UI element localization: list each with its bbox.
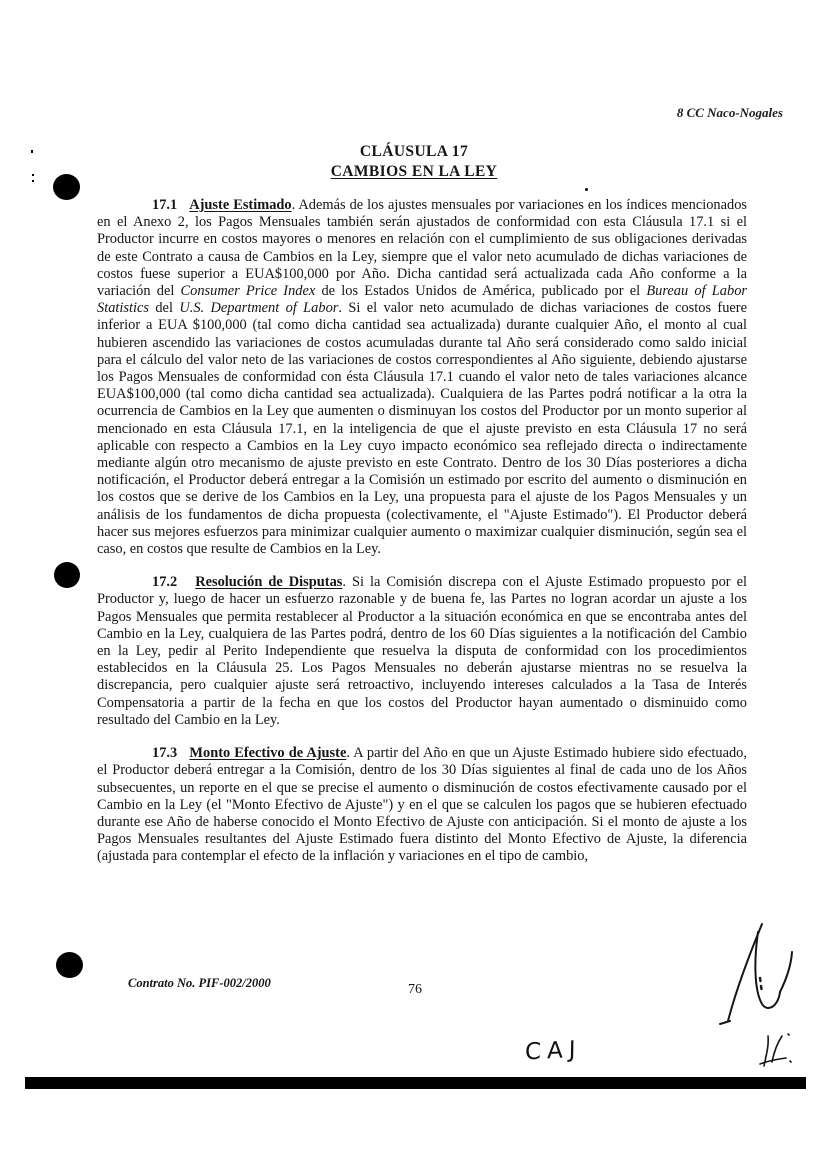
footer-contract-number: Contrato No. PIF-002/2000	[128, 976, 271, 990]
scan-artifact-bar	[25, 1077, 806, 1089]
header-annotation: 8 CC Naco-Nogales	[676, 105, 783, 120]
scan-speckle	[585, 188, 588, 191]
clause-body	[97, 197, 747, 882]
clause-title-block	[0, 142, 828, 182]
scan-speckle	[31, 150, 33, 153]
page-number: 76	[408, 982, 422, 997]
section-17-1-paragraph: 17.1 Ajuste Estimado. Además de los ajustes mensuales por variaciones en los índices mencionados en el Anexo 2, los Pagos Mensuales también serán ajustados de conformidad con esta Cláusula 17.1 si el Productor incurre en costos mayores o menores en relación con el cumplimiento de sus obligaciones derivadas de este Contrato a causa de Cambios en la Ley, siempre que el valor neto acumulado de dichas variaciones de costos fuese superior a EUA$100,000 por Año. Dicha cantidad será actualizada cada Año conforme a la variación del Consumer Price Index de los Estados Unidos de América, publicado por el Bureau of Labor Statistics del U.S. Department of Labor. Si el valor neto acumulado de dichas variaciones de costos fuere inferior a EUA $100,000 (tal como dicha cantidad sea actualizada) durante cualquier Año, el monto al cual hubieren ascendido las variaciones de costos acumuladas durante tal Año será considerado como saldo inicial para el cálculo del valor neto de las variaciones de costos correspondientes al Año siguiente, debiendo ajustarse los Pagos Mensuales de conformidad con ésta Cláusula 17.1 cuando el valor neto de tales variaciones alcance EUA$100,000 (tal como dicha cantidad sea actualizada). Cualquiera de las Partes podrá notificar a la otra la ocurrencia de Cambios en la Ley que aumenten o disminuyan los costos del Productor por un monto superior al mencionado en esta Cláusula 17.1, en la inteligencia de que el ajuste previsto en esta Cláusula 17 no será aplicable con respecto a Cambios en la Ley cuyo impacto económico sea reflejado directa o indirectamente mediante algún otro mecanismo de ajuste previsto en este Contrato. Dentro de los 30 Días posteriores a dicha notificación, el Productor deberá entregar a la Comisión un estimado por escrito del aumento o disminución en los costos que se derive de los Cambios en la Ley, una propuesta para el ajuste de los Pagos Mensuales y un análisis de los fundamentos de dicha propuesta (colectivamente, el "Ajuste Estimado"). El Productor deberá hacer sus mejores esfuerzos para minimizar cualquier aumento o maximizar cualquier disminución, según sea el caso, en costos que resulte de Cambios en la Ley.	[97, 197, 747, 558]
handwritten-mark-icon	[752, 1028, 802, 1073]
clause-subtitle: CAMBIOS EN LA LEY	[330, 163, 498, 180]
scan-speckle	[32, 180, 34, 182]
punch-hole-mark	[53, 174, 80, 200]
clause-title: CLÁUSULA 17	[359, 143, 469, 160]
section-17-3-paragraph: 17.3 Monto Efectivo de Ajuste. A partir del Año en que un Ajuste Estimado hubiere sido efectuado, el Productor deberá entregar a la Comisión, dentro de los 30 Días siguientes al final de cada uno de los Años subsecuentes, un reporte en el que se precise el aumento o disminución de costos efectivamente causado por el Cambio en la Ley (el "Monto Efectivo de Ajuste") y en el que se calculen los pagos que se hubieren efectuado durante ese Año de haberse conocido el Monto Efectivo de Ajuste con anticipación. Si el monto de ajuste a los Pagos Mensuales resultantes del Ajuste Estimado fuera distinto del Monto Efectivo de Ajuste, la diferencia (ajustada para contemplar el efecto de la inflación y variaciones en el tipo de cambio,	[97, 745, 747, 865]
handwritten-initials: CAJ	[524, 1036, 582, 1066]
signature-scribble-icon	[718, 918, 808, 1033]
punch-hole-mark	[56, 952, 83, 978]
section-17-2-paragraph: 17.2 Resolución de Disputas. Si la Comisión discrepa con el Ajuste Estimado propuesto por el Productor y, luego de hacer un esfuerzo razonable y de buena fe, las Partes no logran acordar un ajuste a los Pagos Mensuales que permita restablecer al Productor a la situación económica en que se encontraba antes del Cambio en la Ley, cualquiera de las Partes podrá, dentro de los 60 Días siguientes a la notificación del Cambio en la Ley, pedir al Perito Independiente que resuelva la disputa de conformidad con los procedimientos establecidos en la Cláusula 25. Los Pagos Mensuales no deberán ajustarse mientras no se resuelva la discrepancia, pero cualquier ajuste será retroactivo, incluyendo intereses calculados a la Tasa de Interés Compensatoria a partir de la fecha en que los costos del Productor hayan aumentado o disminuido como resultado del Cambio en la Ley.	[97, 574, 747, 728]
punch-hole-mark	[54, 562, 80, 588]
scan-speckle	[32, 174, 34, 176]
